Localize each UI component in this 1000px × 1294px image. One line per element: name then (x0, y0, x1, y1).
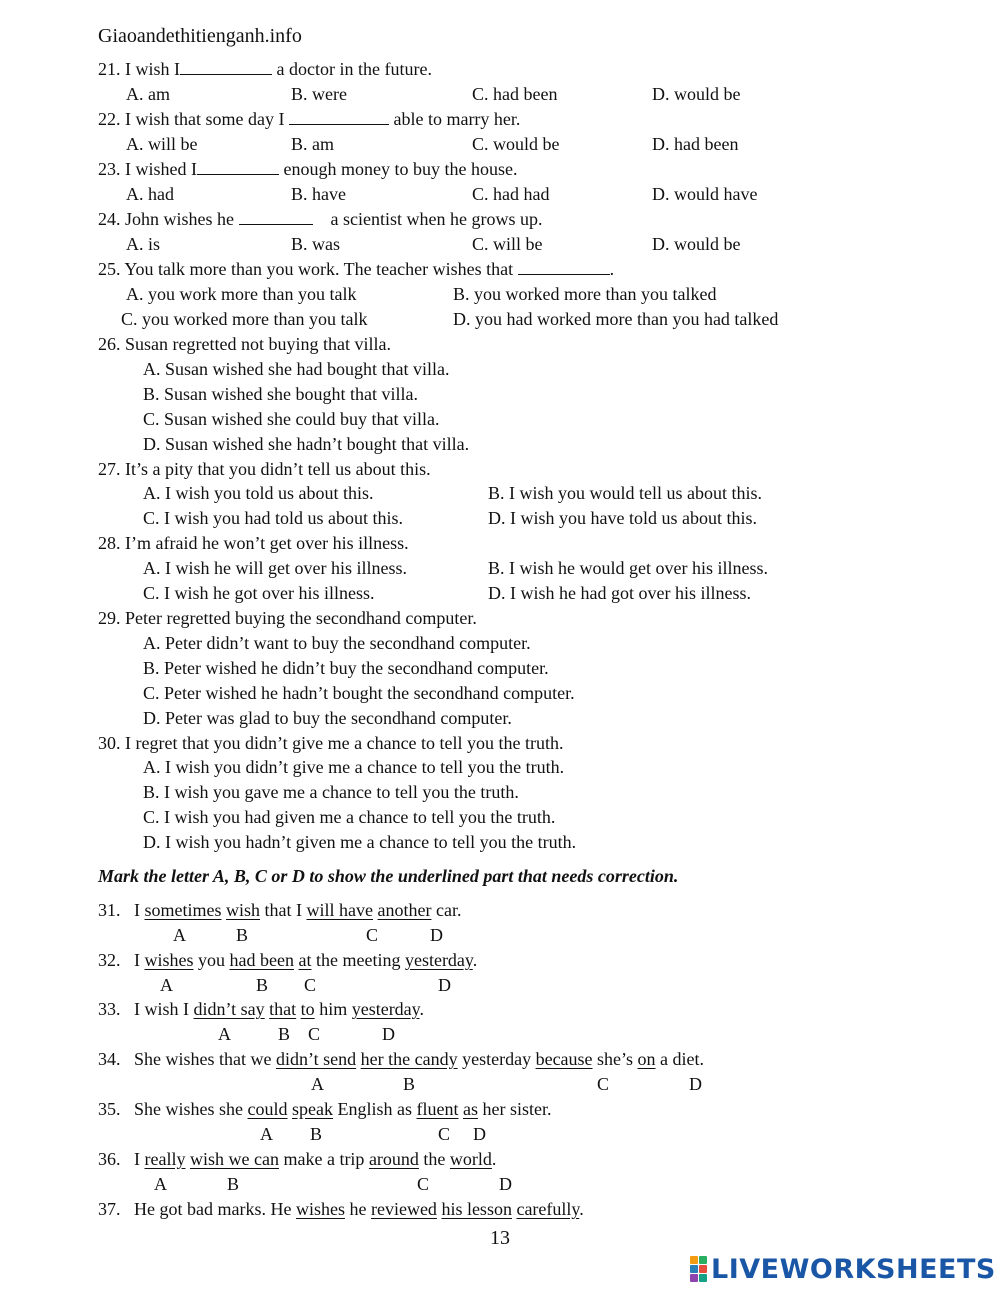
letter-d: D (430, 925, 443, 945)
question-31-sentence (98, 899, 461, 921)
letter-a: A (311, 1074, 324, 1094)
underlined-part-a[interactable]: wishes (144, 950, 194, 970)
sentence-text: . (491, 1149, 497, 1169)
sentence-text: 33. I wish I (98, 999, 194, 1019)
q24-option-b[interactable]: B. was (291, 234, 340, 254)
stem-text: 23. I wished I (98, 159, 197, 179)
logo-block (690, 1265, 698, 1273)
underlined-part-a[interactable]: didn’t say (193, 999, 265, 1019)
q30-option-d[interactable]: D. I wish you hadn’t given me a chance to tell you the truth. (143, 832, 577, 852)
site-header: Giaoandethitienganh.info (98, 25, 302, 47)
sentence-text: yesterday (457, 1049, 536, 1069)
letter-b: B (256, 975, 269, 995)
underlined-part-b[interactable]: her the candy (360, 1049, 458, 1069)
letter-c: C (366, 925, 379, 945)
letter-d: D (438, 975, 451, 995)
q28-option-c[interactable]: C. I wish he got over his illness. (143, 583, 375, 603)
stem-text: 24. John wishes he (98, 209, 239, 229)
sentence-text: . (579, 1199, 584, 1219)
stem-text: 21. I wish I (98, 59, 180, 79)
letter-d: D (473, 1124, 486, 1144)
underlined-part-d[interactable]: world (449, 1149, 492, 1169)
q22-option-d[interactable]: D. had been (652, 134, 739, 154)
underlined-part-c[interactable]: fluent (416, 1099, 459, 1119)
sentence-text: . (472, 950, 478, 970)
q27-option-a[interactable]: A. I wish you told us about this. (143, 483, 374, 503)
sentence-text: that I (260, 900, 307, 920)
question-37-sentence (98, 1198, 584, 1220)
underlined-part-c[interactable]: his lesson (441, 1199, 512, 1219)
underlined-part-d[interactable]: another (377, 900, 432, 920)
q23-option-a[interactable]: A. had (126, 184, 174, 204)
underlined-part-a[interactable]: could (247, 1099, 288, 1119)
sentence-text: you (193, 950, 230, 970)
question-21-stem (98, 58, 432, 80)
q27-option-c[interactable]: C. I wish you had told us about this. (143, 508, 403, 528)
liveworksheets-logo (690, 1252, 996, 1286)
sentence-text: . (419, 999, 425, 1019)
letter-c: C (304, 975, 317, 995)
letter-b: B (227, 1174, 240, 1194)
question-36-sentence (98, 1148, 496, 1170)
sentence-text: car. (431, 900, 462, 920)
q24-option-d[interactable]: D. would be (652, 234, 741, 254)
q25-option-d[interactable]: D. you had worked more than you had talked (453, 309, 779, 329)
q21-option-d[interactable]: D. would be (652, 84, 741, 104)
logo-block (699, 1265, 707, 1273)
letter-d: D (689, 1074, 702, 1094)
letter-b: B (403, 1074, 416, 1094)
logo-text: LIVEWORKSHEETS (711, 1253, 996, 1285)
q26-option-c[interactable]: C. Susan wished she could buy that villa. (143, 409, 440, 429)
underlined-part-c[interactable]: will have (306, 900, 373, 920)
q29-option-a[interactable]: A. Peter didn’t want to buy the secondhand computer. (143, 633, 531, 653)
sentence-text: 36. I (98, 1149, 145, 1169)
underlined-part-a[interactable]: sometimes (144, 900, 222, 920)
stem-text: enough money to buy the house. (278, 159, 518, 179)
q24-option-c[interactable]: C. will be (472, 234, 543, 254)
letter-d: D (499, 1174, 512, 1194)
question-28-stem: 28. I’m afraid he won’t get over his illness. (98, 533, 409, 553)
q29-option-c[interactable]: C. Peter wished he hadn’t bought the secondhand computer. (143, 683, 575, 703)
stem-text: 22. I wish that some day I (98, 109, 289, 129)
letter-a: A (173, 925, 186, 945)
sentence-text: her sister. (477, 1099, 552, 1119)
letter-b: B (278, 1024, 291, 1044)
question-34-sentence (98, 1048, 704, 1070)
letter-c: C (597, 1074, 610, 1094)
underlined-part-b[interactable]: reviewed (370, 1199, 437, 1219)
logo-block (690, 1274, 698, 1282)
q21-option-a[interactable]: A. am (126, 84, 170, 104)
answer-blank[interactable] (518, 258, 610, 275)
q22-option-a[interactable]: A. will be (126, 134, 198, 154)
underlined-part-c[interactable]: to (300, 999, 315, 1019)
underlined-part-c[interactable]: at (298, 950, 312, 970)
letter-a: A (154, 1174, 167, 1194)
q23-option-c[interactable]: C. had had (472, 184, 550, 204)
question-22-stem (98, 108, 520, 130)
sentence-text: 35. She wishes she (98, 1099, 248, 1119)
stem-text: a doctor in the future. (272, 59, 432, 79)
logo-blocks-icon (690, 1256, 707, 1282)
underlined-part-c[interactable]: because (535, 1049, 593, 1069)
q26-option-d[interactable]: D. Susan wished she hadn’t bought that villa. (143, 434, 470, 454)
q30-option-b[interactable]: B. I wish you gave me a chance to tell you the truth. (143, 782, 519, 802)
underlined-part-d[interactable]: yesterday (351, 999, 420, 1019)
underlined-part-d[interactable]: yesterday (404, 950, 473, 970)
q21-option-c[interactable]: C. had been (472, 84, 558, 104)
q27-option-b[interactable]: B. I wish you would tell us about this. (488, 483, 762, 503)
q29-option-d[interactable]: D. Peter was glad to buy the secondhand computer. (143, 708, 512, 728)
q27-option-d[interactable]: D. I wish you have told us about this. (488, 508, 757, 528)
sentence-text: 37. He got bad marks. He (98, 1199, 296, 1219)
q28-option-a[interactable]: A. I wish he will get over his illness. (143, 558, 407, 578)
q29-option-b[interactable]: B. Peter wished he didn’t buy the secondhand computer. (143, 658, 549, 678)
q25-option-c[interactable]: C. you worked more than you talk (121, 309, 368, 329)
q23-option-d[interactable]: D. would have (652, 184, 758, 204)
underlined-part-c[interactable]: around (368, 1149, 419, 1169)
q30-option-a[interactable]: A. I wish you didn’t give me a chance to tell you the truth. (143, 757, 565, 777)
sentence-text: 34. She wishes that we (98, 1049, 276, 1069)
underlined-part-d[interactable]: on (637, 1049, 656, 1069)
question-26-stem: 26. Susan regretted not buying that villa. (98, 334, 391, 354)
question-32-sentence (98, 949, 477, 971)
stem-text: a scientist when he grows up. (312, 209, 543, 229)
sentence-text: 32. I (98, 950, 145, 970)
logo-block (690, 1256, 698, 1264)
q25-option-b[interactable]: B. you worked more than you talked (453, 284, 717, 304)
q24-option-a[interactable]: A. is (126, 234, 161, 254)
stem-text: 25. You talk more than you work. The teacher wishes that (98, 259, 518, 279)
letter-a: A (260, 1124, 273, 1144)
q26-option-a[interactable]: A. Susan wished she had bought that villa. (143, 359, 450, 379)
question-35-sentence (98, 1098, 551, 1120)
underlined-part-a[interactable]: really (144, 1149, 186, 1169)
q28-option-b[interactable]: B. I wish he would get over his illness. (488, 558, 768, 578)
letter-c: C (417, 1174, 430, 1194)
question-24-stem (98, 208, 542, 230)
underlined-part-a[interactable]: wishes (295, 1199, 345, 1219)
underlined-part-b[interactable]: that (269, 999, 297, 1019)
question-33-sentence (98, 998, 424, 1020)
letter-c: C (308, 1024, 321, 1044)
underlined-part-b[interactable]: wish (226, 900, 261, 920)
letter-d: D (382, 1024, 395, 1044)
q25-option-a[interactable]: A. you work more than you talk (126, 284, 357, 304)
sentence-text: 31. I (98, 900, 145, 920)
q21-option-b[interactable]: B. were (291, 84, 347, 104)
sentence-text: him (314, 999, 352, 1019)
logo-block (699, 1274, 707, 1282)
logo-block (699, 1256, 707, 1264)
answer-blank[interactable] (289, 108, 389, 125)
underlined-part-a[interactable]: didn’t send (275, 1049, 357, 1069)
q26-option-b[interactable]: B. Susan wished she bought that villa. (143, 384, 418, 404)
answer-blank[interactable] (180, 58, 272, 75)
letter-a: A (160, 975, 173, 995)
underlined-part-d[interactable]: carefully (516, 1199, 580, 1219)
letter-b: B (236, 925, 249, 945)
stem-text: able to marry her. (388, 109, 521, 129)
sentence-text: a diet. (655, 1049, 705, 1069)
q30-option-c[interactable]: C. I wish you had given me a chance to tell you the truth. (143, 807, 556, 827)
page-number: 13 (490, 1227, 510, 1249)
question-23-stem (98, 158, 517, 180)
question-25-stem (98, 258, 614, 280)
underlined-part-b[interactable]: wish we can (189, 1149, 279, 1169)
question-30-stem: 30. I regret that you didn’t give me a chance to tell you the truth. (98, 733, 564, 753)
question-27-stem: 27. It’s a pity that you didn’t tell us about this. (98, 459, 431, 479)
underlined-part-d[interactable]: as (462, 1099, 478, 1119)
stem-text: . (609, 259, 615, 279)
q22-option-c[interactable]: C. would be (472, 134, 560, 154)
q22-option-b[interactable]: B. am (291, 134, 334, 154)
letter-b: B (310, 1124, 323, 1144)
answer-blank[interactable] (239, 208, 313, 225)
sentence-text: English as (332, 1099, 417, 1119)
sentence-text: she’s (592, 1049, 638, 1069)
sentence-text: the meeting (311, 950, 405, 970)
q28-option-d[interactable]: D. I wish he had got over his illness. (488, 583, 751, 603)
underlined-part-b[interactable]: had been (229, 950, 294, 970)
sentence-text: make a trip (278, 1149, 369, 1169)
letter-c: C (438, 1124, 451, 1144)
letter-a: A (218, 1024, 231, 1044)
answer-blank[interactable] (197, 158, 279, 175)
sentence-text: he (344, 1199, 371, 1219)
question-29-stem: 29. Peter regretted buying the secondhand computer. (98, 608, 477, 628)
section-instruction: Mark the letter A, B, C or D to show the underlined part that needs correction. (98, 866, 679, 886)
q23-option-b[interactable]: B. have (291, 184, 346, 204)
sentence-text: the (418, 1149, 450, 1169)
underlined-part-b[interactable]: speak (292, 1099, 333, 1119)
